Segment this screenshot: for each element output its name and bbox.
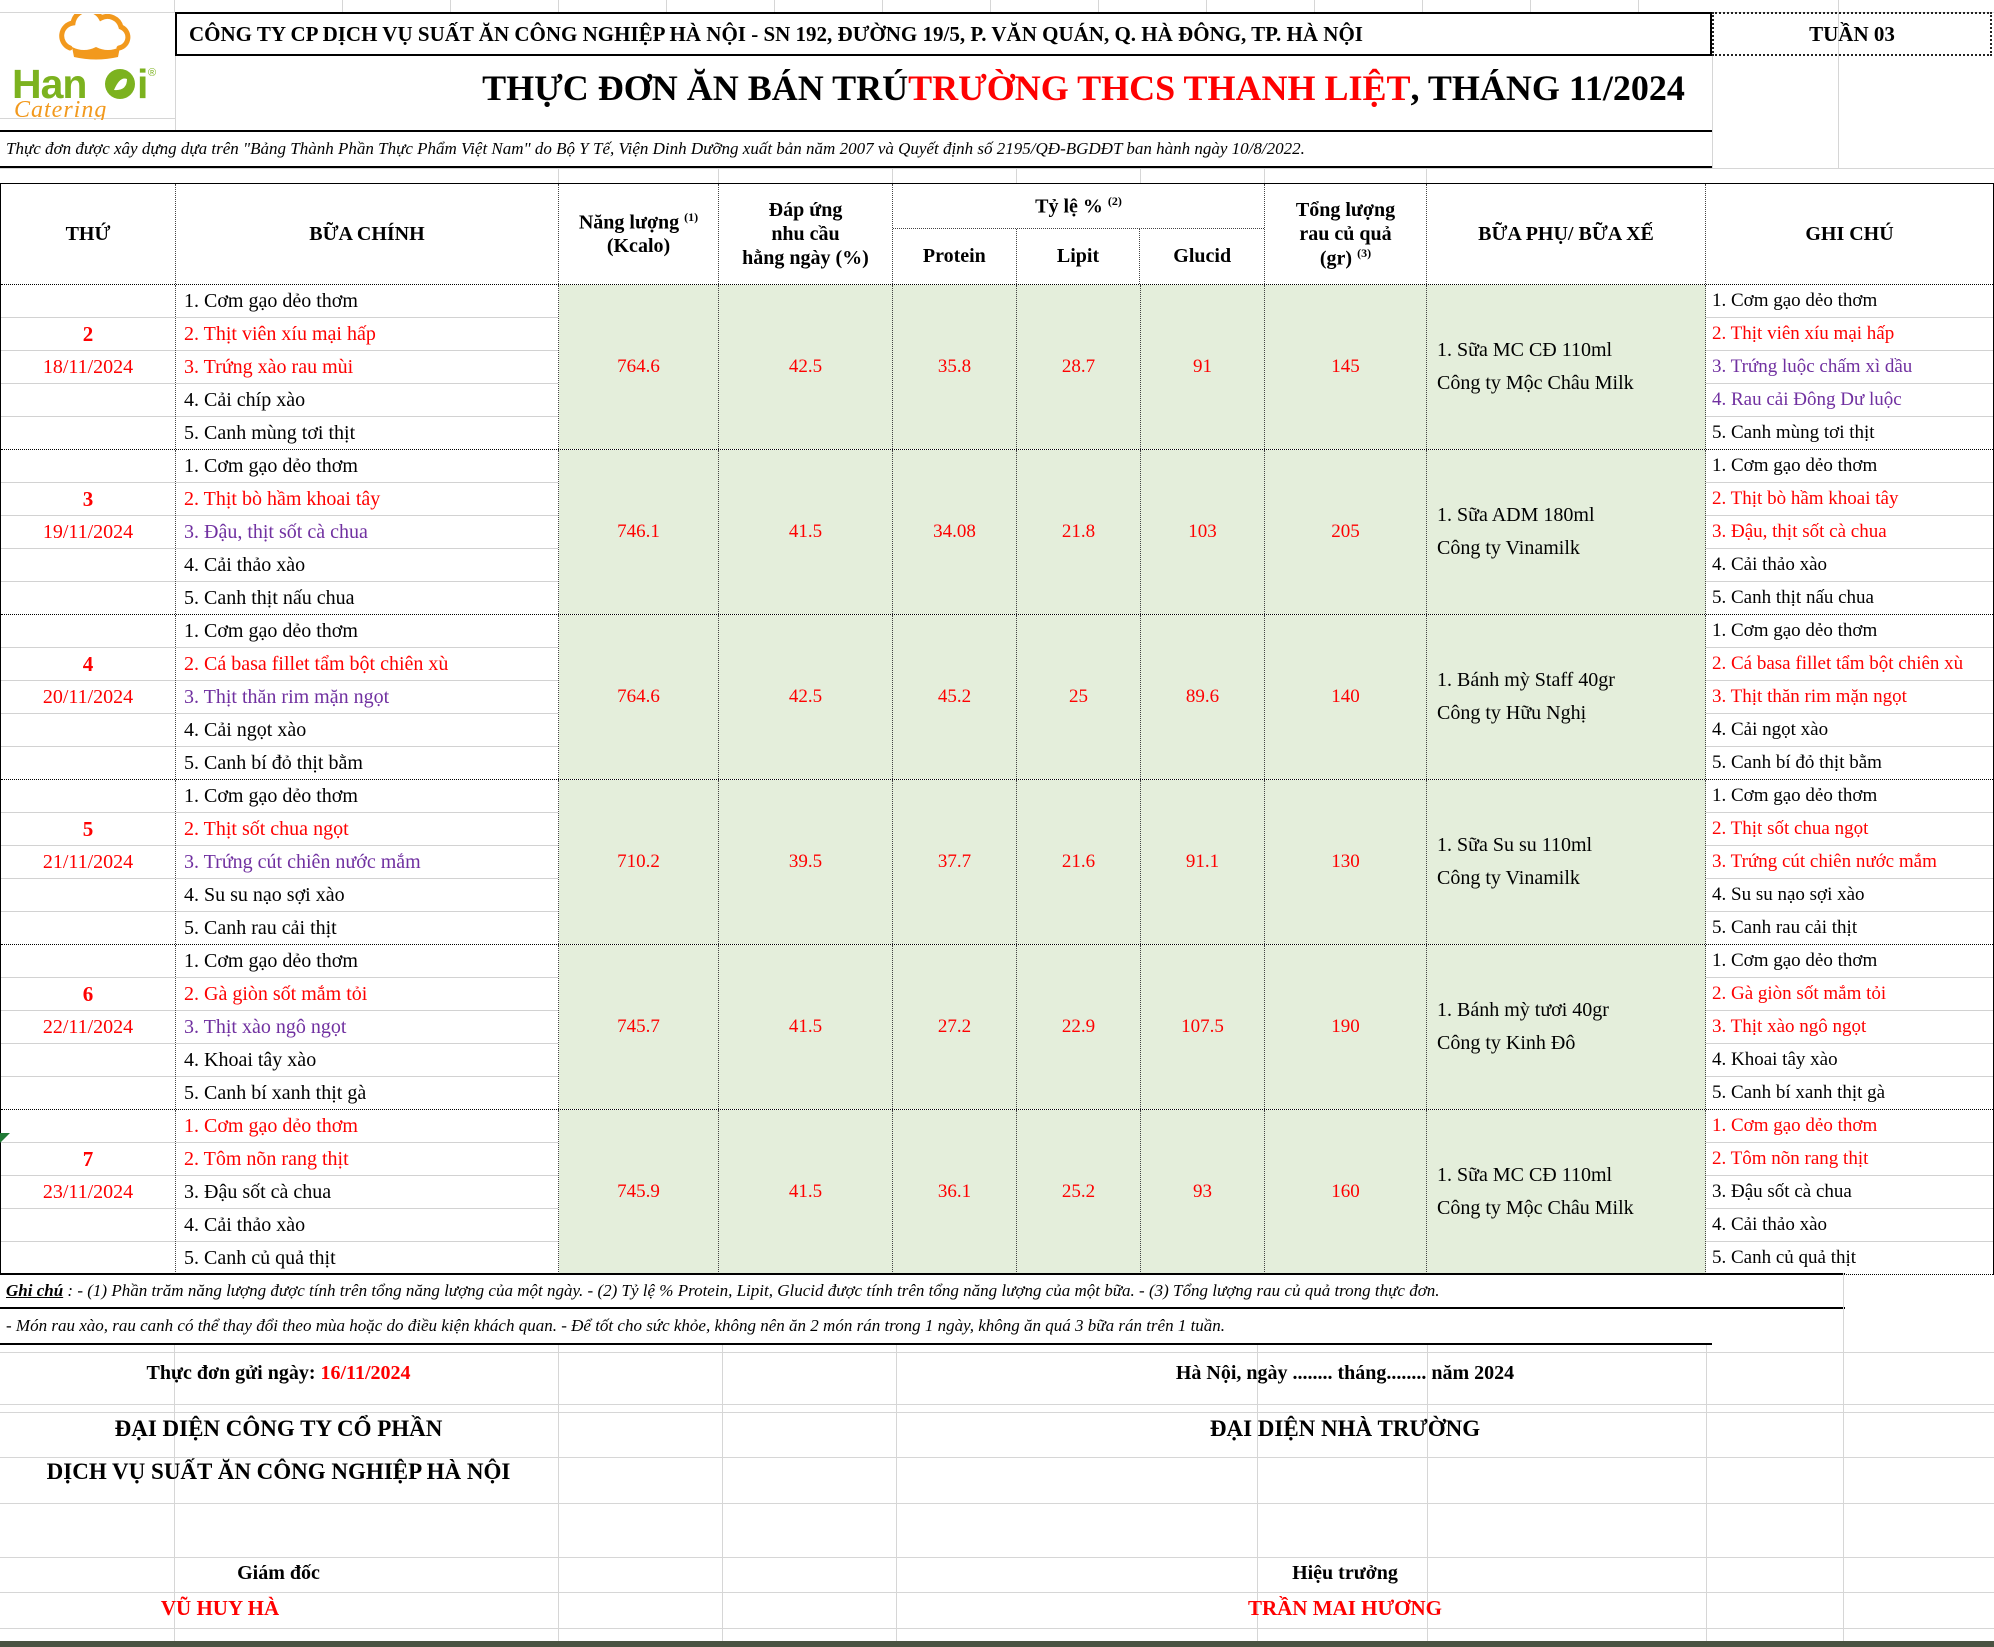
weekday-cell xyxy=(1,945,176,1109)
company-representative-line2: DỊCH VỤ SUẤT ĂN CÔNG NGHIỆP HÀ NỘI xyxy=(46,1459,511,1484)
dish-item: 5. Canh thịt nấu chua xyxy=(184,587,355,609)
dish-item: 2. Thịt bò hầm khoai tây xyxy=(176,483,558,516)
director-name: VŨ HUY HÀ xyxy=(160,1596,280,1620)
menu-day-row xyxy=(1,450,1993,615)
weekday-cell xyxy=(1,615,176,779)
note-dish-item: 3. Trứng luộc chấm xì dầu xyxy=(1706,351,1993,384)
note-dish-item: 4. Cải thảo xào xyxy=(1706,1209,1993,1242)
glucid-value: 89.6 xyxy=(1141,615,1265,779)
dish-item: 2. Thịt sốt chua ngọt xyxy=(176,813,558,846)
snack-company: Công ty Kinh Đô xyxy=(1437,1032,1576,1054)
table-body xyxy=(1,285,1993,1275)
note-dish-item: 1. Cơm gạo dẻo thơm xyxy=(1706,450,1993,483)
bottom-edge-strip xyxy=(0,1641,1994,1647)
note-dish-item: 4. Su su nạo sợi xào xyxy=(1706,879,1993,912)
hanoi-catering-logo xyxy=(8,14,170,120)
dish-item: 1. Cơm gạo dẻo thơm xyxy=(176,780,558,813)
weekday-number: 6 xyxy=(1,978,175,1011)
city-date-line: Hà Nội, ngày ........ tháng........ năm 2024 xyxy=(1175,1362,1515,1384)
subtitle-note: Thực đơn được xây dựng dựa trên "Bảng Thành Phần Thực Phẩm Việt Nam" do Bộ Y Tế, Viện Dinh Dưỡng xuất bản năm 2007 và Quyết định số 2195/QĐ-BGDĐT ban hành ngày 10/8/2022. xyxy=(0,130,1712,168)
energy-value: 710.2 xyxy=(559,780,719,944)
snack-cell xyxy=(1427,780,1706,944)
svg-text:Han: Han xyxy=(12,61,87,107)
date-label: 18/11/2024 xyxy=(1,351,175,384)
principal-name: TRẦN MAI HƯƠNG xyxy=(1247,1596,1443,1620)
dish-item: 3. Đậu sốt cà chua xyxy=(176,1176,558,1209)
energy-value: 764.6 xyxy=(559,615,719,779)
energy-value: 745.7 xyxy=(559,945,719,1109)
col-header-glucid: Glucid xyxy=(1173,245,1232,267)
cell-flag-marker xyxy=(0,1133,10,1143)
chef-hat-icon xyxy=(8,14,170,120)
dish-item: 5. Canh củ quả thịt xyxy=(184,1247,336,1269)
vegetables-value: 140 xyxy=(1265,615,1427,779)
lipit-value: 21.6 xyxy=(1017,780,1141,944)
dish-item: 4. Khoai tây xào xyxy=(176,1044,558,1077)
menu-table xyxy=(0,183,1994,1275)
snack-line: 1. Sữa Su su 110ml xyxy=(1437,834,1593,856)
snack-cell xyxy=(1427,285,1706,449)
col-header-notes: GHI CHÚ xyxy=(1805,223,1894,245)
note-dish-item: 5. Canh rau cải thịt xyxy=(1712,917,1858,938)
dish-item: 3. Thịt thăn rim mặn ngọt xyxy=(176,681,558,714)
note-dish-item: 4. Cải thảo xào xyxy=(1706,549,1993,582)
note-dish-item: 1. Cơm gạo dẻo thơm xyxy=(1706,945,1993,978)
lipit-value: 25.2 xyxy=(1017,1110,1141,1274)
note-dish-item: 4. Khoai tây xào xyxy=(1706,1044,1993,1077)
energy-value: 746.1 xyxy=(559,450,719,614)
glucid-value: 107.5 xyxy=(1141,945,1265,1109)
week-badge xyxy=(1712,12,1992,56)
dish-item: 1. Cơm gạo dẻo thơm xyxy=(176,945,558,978)
note-dish-item: 2. Cá basa fillet tẩm bột chiên xù xyxy=(1706,648,1993,681)
vegetables-value: 130 xyxy=(1265,780,1427,944)
note-dish-item: 2. Gà giòn sốt mắm tỏi xyxy=(1706,978,1993,1011)
main-meal-cell xyxy=(176,285,559,449)
weekday-cell xyxy=(1,450,176,614)
protein-value: 37.7 xyxy=(893,780,1017,944)
note-dish-item: 3. Thịt xào ngô ngọt xyxy=(1706,1011,1993,1044)
weekday-number: 5 xyxy=(1,813,175,846)
menu-day-row xyxy=(1,1110,1993,1275)
menu-sent-date: Thực đơn gửi ngày: 16/11/2024 xyxy=(146,1362,411,1384)
date-label: 23/11/2024 xyxy=(1,1176,175,1209)
main-meal-cell xyxy=(176,615,559,779)
col-header-weekday: THỨ xyxy=(1,184,176,284)
company-representative-line1: ĐẠI DIỆN CÔNG TY CỔ PHẦN xyxy=(114,1416,443,1441)
note-dish-item: 5. Canh mùng tơi thịt xyxy=(1712,422,1875,443)
note-dish-item: 3. Đậu sốt cà chua xyxy=(1706,1176,1993,1209)
svg-text:®: ® xyxy=(148,67,157,79)
weekday-number: 2 xyxy=(1,318,175,351)
weekday-cell xyxy=(1,1110,176,1274)
notes-cell xyxy=(1706,285,1993,449)
note-dish-item: 1. Cơm gạo dẻo thơm xyxy=(1706,615,1993,648)
daily-demand-value: 42.5 xyxy=(719,615,893,779)
svg-text:i: i xyxy=(137,61,148,107)
snack-company: Công ty Vinamilk xyxy=(1437,867,1580,889)
protein-value: 45.2 xyxy=(893,615,1017,779)
dish-item: 3. Trứng cút chiên nước mắm xyxy=(176,846,558,879)
weekday-cell xyxy=(1,780,176,944)
weekday-cell xyxy=(1,285,176,449)
dish-item: 2. Tôm nõn rang thịt xyxy=(176,1143,558,1176)
note-dish-item: 5. Canh thịt nấu chua xyxy=(1712,587,1874,608)
page-title xyxy=(175,60,1992,116)
notes-cell xyxy=(1706,780,1993,944)
lipit-value: 22.9 xyxy=(1017,945,1141,1109)
dish-item: 4. Su su nạo sợi xào xyxy=(176,879,558,912)
note-dish-item: 5. Canh bí đỏ thịt bằm xyxy=(1712,752,1882,773)
note-dish-item: 4. Rau cải Đông Dư luộc xyxy=(1706,384,1993,417)
dish-item: 5. Canh mùng tơi thịt xyxy=(184,422,356,444)
menu-day-row xyxy=(1,285,1993,450)
energy-value: 764.6 xyxy=(559,285,719,449)
snack-line: 1. Bánh mỳ tươi 40gr xyxy=(1437,999,1609,1021)
vegetables-value: 205 xyxy=(1265,450,1427,614)
menu-day-row xyxy=(1,780,1993,945)
lipit-value: 21.8 xyxy=(1017,450,1141,614)
dish-item: 4. Cải ngọt xào xyxy=(176,714,558,747)
note-dish-item: 1. Cơm gạo dẻo thơm xyxy=(1706,285,1993,318)
dish-item: 4. Cải thảo xào xyxy=(176,1209,558,1242)
daily-demand-value: 42.5 xyxy=(719,285,893,449)
date-label: 22/11/2024 xyxy=(1,1011,175,1044)
weekday-number: 7 xyxy=(1,1143,175,1176)
title-school-name: TRƯỜNG THCS THANH LIỆT xyxy=(908,68,1411,108)
protein-value: 36.1 xyxy=(893,1110,1017,1274)
school-representative: ĐẠI DIỆN NHÀ TRƯỜNG xyxy=(1209,1416,1481,1441)
vegetables-value: 145 xyxy=(1265,285,1427,449)
snack-line: 1. Sữa ADM 180ml xyxy=(1437,504,1595,526)
daily-demand-value: 41.5 xyxy=(719,1110,893,1274)
weekday-number: 3 xyxy=(1,483,175,516)
dish-item: 4. Cải chíp xào xyxy=(176,384,558,417)
protein-value: 34.08 xyxy=(893,450,1017,614)
note-dish-item: 3. Đậu, thịt sốt cà chua xyxy=(1706,516,1993,549)
note-dish-item: 2. Tôm nõn rang thịt xyxy=(1706,1143,1993,1176)
dish-item: 2. Thịt viên xíu mại hấp xyxy=(176,318,558,351)
snack-company: Công ty Vinamilk xyxy=(1437,537,1580,559)
title-month: , THÁNG 11/2024 xyxy=(1410,68,1685,108)
col-header-protein: Protein xyxy=(893,229,1017,284)
note-dish-item: 3. Thịt thăn rim mặn ngọt xyxy=(1706,681,1993,714)
col-header-ratio-group xyxy=(893,184,1265,284)
dish-item: 1. Cơm gạo dẻo thơm xyxy=(176,615,558,648)
director-title: Giám đốc xyxy=(237,1562,320,1584)
lipit-value: 25 xyxy=(1017,615,1141,779)
footnote-line-1: Ghi chú : - (1) Phần trăm năng lượng được tính trên tổng năng lượng của một ngày. - (2) Tỷ lệ % Protein, Lipit, Glucid được tính trên tổng năng lượng của một bữa. - (3) Tổng lượng rau củ quả trong thực đơn. xyxy=(0,1273,1845,1309)
week-label: TUẦN 03 xyxy=(1809,21,1895,46)
footnote-label: Ghi chú xyxy=(6,1281,64,1300)
lipit-value: 28.7 xyxy=(1017,285,1141,449)
notes-cell xyxy=(1706,450,1993,614)
glucid-value: 93 xyxy=(1141,1110,1265,1274)
company-header xyxy=(175,12,1712,56)
col-header-vegetables: Tổng lượng rau củ quả (gr) $^{(3)}$ xyxy=(1265,184,1427,284)
col-header-ratio: Tỷ lệ % $^{(2)}$ xyxy=(893,184,1264,229)
sent-date-value: 16/11/2024 xyxy=(320,1362,411,1384)
principal-title: Hiệu trưởng xyxy=(1292,1562,1398,1584)
glucid-value: 103 xyxy=(1141,450,1265,614)
note-dish-item: 3. Trứng cút chiên nước mắm xyxy=(1706,846,1993,879)
table-header-row xyxy=(1,184,1993,285)
snack-cell xyxy=(1427,450,1706,614)
dish-item: 5. Canh bí xanh thịt gà xyxy=(184,1082,367,1104)
snack-line: 1. Bánh mỳ Staff 40gr xyxy=(1437,669,1615,691)
dish-item: 1. Cơm gạo dẻo thơm xyxy=(176,285,558,318)
glucid-value: 91.1 xyxy=(1141,780,1265,944)
dish-item: 1. Cơm gạo dẻo thơm xyxy=(176,1110,558,1143)
note-dish-item: 2. Thịt bò hầm khoai tây xyxy=(1706,483,1993,516)
svg-text:Catering: Catering xyxy=(14,97,108,120)
vegetables-value: 190 xyxy=(1265,945,1427,1109)
dish-item: 5. Canh rau cải thịt xyxy=(184,917,337,939)
dish-item: 5. Canh bí đỏ thịt bằm xyxy=(184,752,363,774)
snack-line: 1. Sữa MC CĐ 110ml xyxy=(1437,1164,1613,1186)
dish-item: 3. Trứng xào rau mùi xyxy=(176,351,558,384)
menu-day-row xyxy=(1,615,1993,780)
footnote-line-2: - Món rau xào, rau canh có thể thay đổi theo mùa hoặc do điều kiện khách quan. - Để tốt cho sức khỏe, không nên ăn 2 món rán trong 1 ngày, không ăn quá 3 bữa rán trên 1 tuần. xyxy=(0,1309,1712,1345)
dish-item: 1. Cơm gạo dẻo thơm xyxy=(176,450,558,483)
daily-demand-value: 39.5 xyxy=(719,780,893,944)
menu-day-row xyxy=(1,945,1993,1110)
main-meal-cell xyxy=(176,945,559,1109)
main-meal-cell xyxy=(176,450,559,614)
energy-value: 745.9 xyxy=(559,1110,719,1274)
note-dish-item: 5. Canh bí xanh thịt gà xyxy=(1712,1082,1886,1103)
dish-item: 2. Gà giòn sốt mắm tỏi xyxy=(176,978,558,1011)
date-label: 19/11/2024 xyxy=(1,516,175,549)
glucid-value: 91 xyxy=(1141,285,1265,449)
snack-cell xyxy=(1427,1110,1706,1274)
snack-cell xyxy=(1427,615,1706,779)
date-label: 20/11/2024 xyxy=(1,681,175,714)
main-meal-cell xyxy=(176,780,559,944)
note-dish-item: 2. Thịt sốt chua ngọt xyxy=(1706,813,1993,846)
daily-demand-value: 41.5 xyxy=(719,945,893,1109)
note-dish-item: 4. Cải ngọt xào xyxy=(1706,714,1993,747)
col-header-lipit: Lipit xyxy=(1017,229,1141,284)
main-meal-cell xyxy=(176,1110,559,1274)
note-dish-item: 5. Canh củ quả thịt xyxy=(1712,1247,1857,1268)
dish-item: 4. Cải thảo xào xyxy=(176,549,558,582)
vegetables-value: 160 xyxy=(1265,1110,1427,1274)
note-dish-item: 1. Cơm gạo dẻo thơm xyxy=(1706,780,1993,813)
col-header-main-meal: BỮA CHÍNH xyxy=(176,184,559,284)
col-header-snack: BỮA PHỤ/ BỮA XẾ xyxy=(1427,184,1706,284)
snack-company: Công ty Mộc Châu Milk xyxy=(1437,372,1634,394)
notes-cell xyxy=(1706,945,1993,1109)
snack-line: 1. Sữa MC CĐ 110ml xyxy=(1437,339,1613,361)
dish-item: 3. Đậu, thịt sốt cà chua xyxy=(176,516,558,549)
company-name: CÔNG TY CP DỊCH VỤ SUẤT ĂN CÔNG NGHIỆP HÀ NỘI - SN 192, ĐƯỜNG 19/5, P. VĂN QUÁN, Q. HÀ ĐÔNG, TP. HÀ NỘI xyxy=(189,21,1363,46)
note-dish-item: 2. Thịt viên xíu mại hấp xyxy=(1706,318,1993,351)
note-dish-item: 1. Cơm gạo dẻo thơm xyxy=(1706,1110,1993,1143)
title-prefix: THỰC ĐƠN ĂN BÁN TRÚ xyxy=(482,68,909,108)
protein-value: 27.2 xyxy=(893,945,1017,1109)
daily-demand-value: 41.5 xyxy=(719,450,893,614)
col-header-daily-demand: Đáp ứng nhu cầu hằng ngày (%) xyxy=(719,184,893,284)
col-header-energy: Năng lượng $^{(1)}$ (Kcalo) xyxy=(559,184,719,284)
notes-cell xyxy=(1706,1110,1993,1274)
weekday-number: 4 xyxy=(1,648,175,681)
notes-cell xyxy=(1706,615,1993,779)
protein-value: 35.8 xyxy=(893,285,1017,449)
date-label: 21/11/2024 xyxy=(1,846,175,879)
dish-item: 3. Thịt xào ngô ngọt xyxy=(176,1011,558,1044)
snack-company: Công ty Mộc Châu Milk xyxy=(1437,1197,1634,1219)
snack-cell xyxy=(1427,945,1706,1109)
snack-company: Công ty Hữu Nghị xyxy=(1437,702,1587,724)
dish-item: 2. Cá basa fillet tẩm bột chiên xù xyxy=(176,648,558,681)
